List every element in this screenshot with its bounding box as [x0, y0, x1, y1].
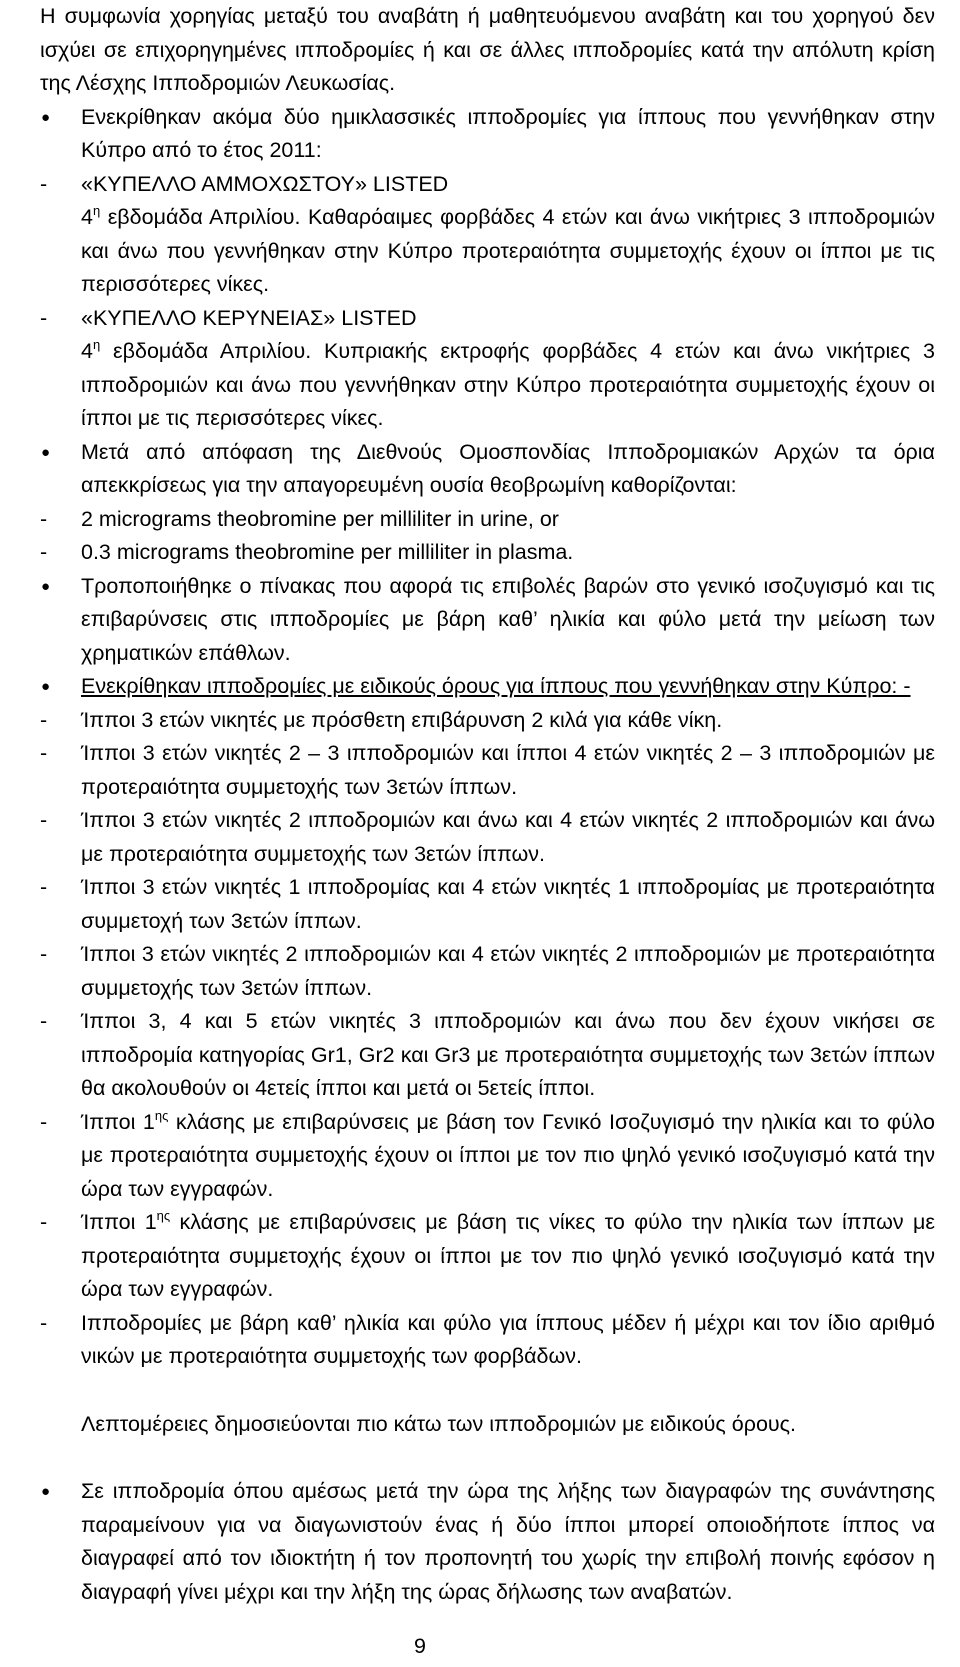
- condition-text-end: κλάσης με επιβαρύνσεις με βάση τις νίκες το φύλο την ηλικία των ίππων με προτεραιότητα συμμετοχής έχουν οι ίπποι με τον πιο ψηλό γενικό ισοζυγισμό κατά την ώρα των εγγραφών.: [81, 1210, 935, 1301]
- dash-marker: -: [40, 171, 48, 196]
- condition-text: Ιπποδρομίες με βάρη καθ’ ηλικία και φύλο για ίππους μέδεν ή μέχρι και τον ίδιο αριθμό νικών με προτεραιότητα συμμετοχής των φορβάδων.: [81, 1310, 935, 1368]
- condition-text-start: Ίπποι 1: [81, 1109, 155, 1134]
- condition-item: [40, 737, 935, 804]
- condition-item: [40, 804, 935, 871]
- race-text: εβδομάδα Απριλίου. Καθαρόαιμες φορβάδες 4 ετών και άνω νικήτριες 3 ιπποδρομιών και άνω που γεννήθηκαν στην Κύπρο προτεραιότητα συμμετοχής έχουν οι ίπποι με τις περισσότερες νίκες.: [81, 205, 935, 296]
- bullet-icon: ●: [41, 678, 51, 695]
- dash-marker: -: [40, 707, 48, 732]
- condition-item: [40, 704, 935, 738]
- dash-marker: -: [40, 741, 48, 765]
- condition-item: [40, 1206, 935, 1307]
- race-title: «ΚΥΠΕΛΛΟ ΚΕΡΥΝΕΙΑΣ» LISTED: [81, 305, 417, 330]
- intro-paragraph: Η συμφωνία χορηγίας μεταξύ του αναβάτη ή μαθητευόμενου αναβάτη και του χορηγού δεν ισχύει σε επιχορηγημένες ιπποδρομίες ή και σε άλλες ιπποδρομίες κατά την απόλυτη κρίση της Λέσχης Ιπποδρομιών Λευκωσίας.: [40, 4, 935, 95]
- dash-marker: -: [40, 506, 48, 531]
- race-item-keryneia: [40, 302, 935, 436]
- week-number: 4: [81, 339, 93, 363]
- week-number: 4: [81, 205, 93, 229]
- bullet-item-weights-table: [40, 570, 935, 671]
- condition-text: Ίπποι 3 ετών νικητές 2 ιπποδρομιών και άνω και 4 ετών νικητές 2 ιπποδρομιών και άνω με προτεραιότητα συμμετοχής των 3ετών ίππων.: [81, 808, 935, 866]
- bullet-text: Ενεκρίθηκαν ακόμα δύο ημικλασσικές ιπποδρομίες για ίππους που γεννήθηκαν στην Κύπρο από το έτος 2011:: [81, 104, 935, 162]
- condition-text: Ίπποι 3 ετών νικητές 1 ιπποδρομίας και 4 ετών νικητές 1 ιπποδρομίας με προτεραιότητα συμμετοχή των 3ετών ίππων.: [81, 875, 935, 933]
- dash-marker: -: [40, 305, 48, 330]
- dash-marker: -: [40, 1109, 48, 1134]
- spacer: [40, 1374, 935, 1408]
- condition-item: [40, 938, 935, 1005]
- dash-marker: -: [40, 1210, 48, 1234]
- condition-text: Ίπποι 3 ετών νικητές 2 – 3 ιπποδρομιών και ίπποι 4 ετών νικητές 2 – 3 ιπποδρομιών με προτεραιότητα συμμετοχής των 3ετών ίππων.: [81, 741, 935, 799]
- condition-item: [40, 1106, 935, 1207]
- bullet-item-theobromine: [40, 436, 935, 503]
- condition-text: [40, 1106, 935, 1207]
- condition-text-start: Ίπποι 1: [81, 1210, 157, 1234]
- bullet-icon: ●: [41, 577, 51, 595]
- condition-text: Ίπποι 3 ετών νικητές με πρόσθετη επιβάρυνση 2 κιλά για κάθε νίκη.: [81, 707, 723, 732]
- page-body: [40, 0, 935, 1609]
- bullet-icon: ●: [41, 1483, 51, 1500]
- section-heading: Ενεκρίθηκαν ιπποδρομίες με ειδικούς όρους για ίππους που γεννήθηκαν στην Κύπρο: -: [81, 674, 911, 698]
- bullet-item-withdrawals: [40, 1475, 935, 1609]
- dash-marker: -: [40, 540, 48, 564]
- limit-text: 0.3 micrograms theobromine per milliliter in plasma.: [81, 540, 574, 564]
- spacer: [40, 1441, 935, 1475]
- dash-marker: -: [40, 875, 48, 899]
- dash-marker: -: [40, 942, 48, 966]
- race-description: [40, 201, 935, 302]
- ordinal-suffix: ης: [156, 1208, 171, 1223]
- condition-text: [40, 1206, 935, 1307]
- limit-item-urine: [40, 503, 935, 537]
- dash-marker: -: [40, 1009, 48, 1033]
- ordinal-suffix: ης: [154, 1107, 169, 1123]
- race-description: [40, 335, 935, 436]
- condition-item: [40, 871, 935, 938]
- bullet-text: Τροποποιήθηκε ο πίνακας που αφορά τις επιβολές βαρών στο γενικό ισοζυγισμό και τις επιβαρύνσεις στις ιπποδρομίες με βάρη καθ’ ηλικία και φύλο μετά την μείωση των χρηματικών επάθλων.: [81, 573, 935, 665]
- race-item-ammochostos: [40, 168, 935, 302]
- condition-text: Ίπποι 3 ετών νικητές 2 ιπποδρομιών και 4 ετών νικητές 2 ιπποδρομιών με προτεραιότητα συμμετοχής των 3ετών ίππων.: [81, 942, 935, 1000]
- condition-text: Ίπποι 3, 4 και 5 ετών νικητές 3 ιπποδρομιών και άνω που δεν έχουν νικήσει σε ιπποδρομία κατηγορίας Gr1, Gr2 και Gr3 με προτεραιότητα συμμετοχής των 3ετών ίππων θα ακολουθούν οι 4ετείς ίπποι και μετά οι 5ετείς ίπποι.: [81, 1009, 935, 1100]
- bullet-item-semiclassic-races: [40, 101, 935, 168]
- dash-marker: -: [40, 808, 48, 832]
- ordinal-suffix: η: [92, 337, 101, 352]
- details-note: Λεπτομέρειες δημοσιεύονται πιο κάτω των ιπποδρομιών με ειδικούς όρους.: [81, 1411, 797, 1436]
- bullet-icon: ●: [41, 443, 51, 461]
- page-number: 9: [414, 1634, 426, 1658]
- dash-marker: -: [40, 1310, 48, 1335]
- condition-item: [40, 1005, 935, 1106]
- bullet-item-special-conditions: [40, 670, 935, 704]
- bullet-text: Μετά από απόφαση της Διεθνούς Ομοσπονδίας Ιπποδρομιακών Αρχών τα όρια απεκκρίσεως για την απαγορευμένη ουσία θεοβρωμίνη καθορίζονται:: [81, 439, 935, 497]
- limit-item-plasma: [40, 536, 935, 570]
- bullet-text: Σε ιπποδρομία όπου αμέσως μετά την ώρα της λήξης των διαγραφών της συνάντησης παραμείνουν για να διαγωνιστούν ένας ή δύο ίπποι μπορεί οποιοδήποτε ίππος να διαγραφεί από τον ιδιοκτήτη ή τον προπονητή του χωρίς την επιβολή ποινής εφόσον η διαγραφή γίνει μέχρι και την λήξη της ώρας δήλωσης των αναβατών.: [81, 1479, 935, 1604]
- race-title: «ΚΥΠΕΛΛΟ ΑΜΜΟΧΩΣΤΟΥ» LISTED: [81, 171, 449, 196]
- ordinal-suffix: η: [92, 203, 101, 218]
- bullet-icon: ●: [41, 108, 51, 126]
- limit-text: 2 micrograms theobromine per milliliter in urine, or: [81, 506, 559, 531]
- condition-text-end: κλάσης με επιβαρύνσεις με βάση τον Γενικό Ισοζυγισμό την ηλικία και το φύλο με προτεραιότητα συμμετοχής έχουν οι ίπποι με τον πιο ψηλό γενικό ισοζυγισμό κατά την ώρα των εγγραφών.: [81, 1109, 935, 1201]
- condition-item: [40, 1307, 935, 1374]
- race-text: εβδομάδα Απριλίου. Κυπριακής εκτροφής φορβάδες 4 ετών και άνω νικήτριες 3 ιπποδρομιών και άνω που γεννήθηκαν στην Κύπρο προτεραιότητα συμμετοχής έχουν οι ίπποι με τις περισσότερες νίκες.: [81, 339, 935, 430]
